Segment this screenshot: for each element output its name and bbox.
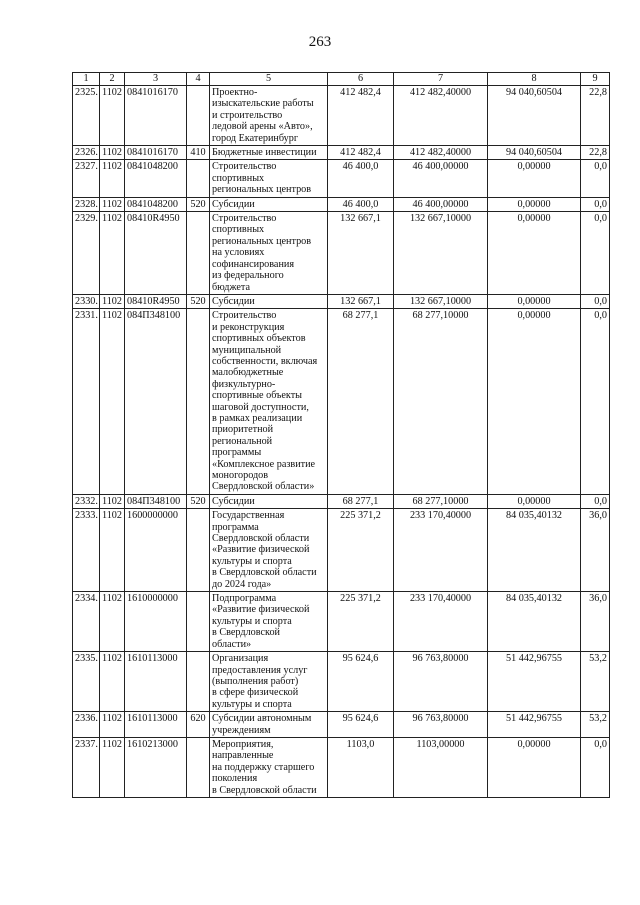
execution-percent: 0,0 — [581, 212, 610, 295]
expense-type — [187, 652, 210, 712]
approved-amount: 412 482,4 — [328, 86, 394, 146]
table-row — [73, 652, 610, 712]
execution-percent: 22,8 — [581, 86, 610, 146]
target-code: 084П348100 — [125, 494, 187, 508]
table-row — [73, 494, 610, 508]
updated-amount: 132 667,10000 — [394, 212, 488, 295]
executed-amount: 51 442,96755 — [488, 652, 581, 712]
table-row — [73, 86, 610, 146]
expense-type: 410 — [187, 146, 210, 160]
table-row — [73, 592, 610, 652]
updated-amount: 412 482,40000 — [394, 146, 488, 160]
updated-amount: 96 763,80000 — [394, 652, 488, 712]
updated-amount: 68 277,10000 — [394, 494, 488, 508]
execution-percent: 0,0 — [581, 160, 610, 197]
row-number: 2334. — [73, 592, 100, 652]
expense-type: 520 — [187, 197, 210, 211]
row-number: 2327. — [73, 160, 100, 197]
approved-amount: 132 667,1 — [328, 294, 394, 308]
approved-amount: 46 400,0 — [328, 197, 394, 211]
section-code: 1102 — [100, 592, 125, 652]
execution-percent: 53,2 — [581, 712, 610, 738]
target-code: 0841016170 — [125, 146, 187, 160]
updated-amount: 96 763,80000 — [394, 712, 488, 738]
header-cell: 8 — [488, 73, 581, 86]
table-row — [73, 294, 610, 308]
execution-percent: 0,0 — [581, 737, 610, 797]
approved-amount: 95 624,6 — [328, 712, 394, 738]
header-cell: 5 — [210, 73, 328, 86]
expense-type — [187, 592, 210, 652]
section-code: 1102 — [100, 197, 125, 211]
target-code: 08410R4950 — [125, 212, 187, 295]
target-code: 1610213000 — [125, 737, 187, 797]
table-row — [73, 737, 610, 797]
table-row — [73, 160, 610, 197]
item-name: Субсидии — [210, 294, 328, 308]
execution-percent: 53,2 — [581, 652, 610, 712]
item-name: Мероприятия, направленные на поддержку старшего поколения в Свердловской области — [210, 737, 328, 797]
section-code: 1102 — [100, 652, 125, 712]
header-cell: 9 — [581, 73, 610, 86]
updated-amount: 412 482,40000 — [394, 86, 488, 146]
header-cell: 4 — [187, 73, 210, 86]
section-code: 1102 — [100, 294, 125, 308]
execution-percent: 0,0 — [581, 294, 610, 308]
updated-amount: 68 277,10000 — [394, 309, 488, 495]
table-row — [73, 146, 610, 160]
budget-table — [72, 72, 610, 798]
section-code: 1102 — [100, 509, 125, 592]
header-cell: 3 — [125, 73, 187, 86]
item-name: Строительство спортивных региональных центров на условиях софинансирования из федерального бюджета — [210, 212, 328, 295]
page-number: 263 — [308, 34, 332, 50]
execution-percent: 36,0 — [581, 592, 610, 652]
row-number: 2336. — [73, 712, 100, 738]
item-name: Строительство и реконструкция спортивных объектов муниципальной собственности, включая малобюджетные физкультурно- спортивные объекты шаговой доступности, в рамках реализации приоритетной региональной программы «Комплексное развитие моногородов Свердловской области» — [210, 309, 328, 495]
table-row — [73, 509, 610, 592]
updated-amount: 46 400,00000 — [394, 197, 488, 211]
target-code: 1610000000 — [125, 592, 187, 652]
executed-amount: 84 035,40132 — [488, 592, 581, 652]
item-name: Бюджетные инвестиции — [210, 146, 328, 160]
target-code: 08410R4950 — [125, 294, 187, 308]
executed-amount: 84 035,40132 — [488, 509, 581, 592]
target-code: 0841048200 — [125, 160, 187, 197]
item-name: Организация предоставления услуг (выполнения работ) в сфере физической культуры и спорта — [210, 652, 328, 712]
expense-type: 620 — [187, 712, 210, 738]
approved-amount: 225 371,2 — [328, 592, 394, 652]
item-name: Субсидии — [210, 494, 328, 508]
executed-amount: 0,00000 — [488, 294, 581, 308]
table-row — [73, 197, 610, 211]
section-code: 1102 — [100, 86, 125, 146]
row-number: 2333. — [73, 509, 100, 592]
target-code: 1610113000 — [125, 712, 187, 738]
section-code: 1102 — [100, 212, 125, 295]
executed-amount: 94 040,60504 — [488, 146, 581, 160]
execution-percent: 0,0 — [581, 197, 610, 211]
section-code: 1102 — [100, 309, 125, 495]
updated-amount: 46 400,00000 — [394, 160, 488, 197]
executed-amount: 0,00000 — [488, 197, 581, 211]
table-body — [73, 86, 610, 798]
execution-percent: 22,8 — [581, 146, 610, 160]
updated-amount: 132 667,10000 — [394, 294, 488, 308]
approved-amount: 132 667,1 — [328, 212, 394, 295]
section-code: 1102 — [100, 160, 125, 197]
table-row — [73, 212, 610, 295]
header-cell: 1 — [73, 73, 100, 86]
execution-percent: 0,0 — [581, 309, 610, 495]
expense-type — [187, 212, 210, 295]
expense-type — [187, 309, 210, 495]
expense-type: 520 — [187, 294, 210, 308]
row-number: 2328. — [73, 197, 100, 211]
executed-amount: 0,00000 — [488, 212, 581, 295]
row-number: 2330. — [73, 294, 100, 308]
header-cell: 2 — [100, 73, 125, 86]
expense-type: 520 — [187, 494, 210, 508]
row-number: 2326. — [73, 146, 100, 160]
expense-type — [187, 737, 210, 797]
item-name: Субсидии автономным учреждениям — [210, 712, 328, 738]
header-cell: 6 — [328, 73, 394, 86]
section-code: 1102 — [100, 146, 125, 160]
row-number: 2332. — [73, 494, 100, 508]
row-number: 2325. — [73, 86, 100, 146]
updated-amount: 233 170,40000 — [394, 509, 488, 592]
approved-amount: 1103,0 — [328, 737, 394, 797]
expense-type — [187, 86, 210, 146]
row-number: 2337. — [73, 737, 100, 797]
approved-amount: 412 482,4 — [328, 146, 394, 160]
row-number: 2335. — [73, 652, 100, 712]
section-code: 1102 — [100, 494, 125, 508]
approved-amount: 68 277,1 — [328, 494, 394, 508]
target-code: 0841016170 — [125, 86, 187, 146]
table-row — [73, 712, 610, 738]
section-code: 1102 — [100, 737, 125, 797]
target-code: 084П348100 — [125, 309, 187, 495]
updated-amount: 233 170,40000 — [394, 592, 488, 652]
header-cell: 7 — [394, 73, 488, 86]
item-name: Субсидии — [210, 197, 328, 211]
executed-amount: 0,00000 — [488, 494, 581, 508]
item-name: Подпрограмма «Развитие физической культуры и спорта в Свердловской области» — [210, 592, 328, 652]
executed-amount: 0,00000 — [488, 737, 581, 797]
expense-type — [187, 509, 210, 592]
expense-type — [187, 160, 210, 197]
execution-percent: 0,0 — [581, 494, 610, 508]
target-code: 1610113000 — [125, 652, 187, 712]
table-row — [73, 309, 610, 495]
item-name: Государственная программа Свердловской области «Развитие физической культуры и спорта в Свердловской области до 2024 года» — [210, 509, 328, 592]
execution-percent: 36,0 — [581, 509, 610, 592]
executed-amount: 94 040,60504 — [488, 86, 581, 146]
target-code: 1600000000 — [125, 509, 187, 592]
executed-amount: 0,00000 — [488, 309, 581, 495]
row-number: 2331. — [73, 309, 100, 495]
executed-amount: 51 442,96755 — [488, 712, 581, 738]
approved-amount: 68 277,1 — [328, 309, 394, 495]
approved-amount: 46 400,0 — [328, 160, 394, 197]
header-row — [73, 73, 610, 86]
approved-amount: 225 371,2 — [328, 509, 394, 592]
row-number: 2329. — [73, 212, 100, 295]
approved-amount: 95 624,6 — [328, 652, 394, 712]
updated-amount: 1103,00000 — [394, 737, 488, 797]
item-name: Строительство спортивных региональных центров — [210, 160, 328, 197]
target-code: 0841048200 — [125, 197, 187, 211]
item-name: Проектно- изыскательские работы и строительство ледовой арены «Авто», город Екатеринбург — [210, 86, 328, 146]
section-code: 1102 — [100, 712, 125, 738]
executed-amount: 0,00000 — [488, 160, 581, 197]
